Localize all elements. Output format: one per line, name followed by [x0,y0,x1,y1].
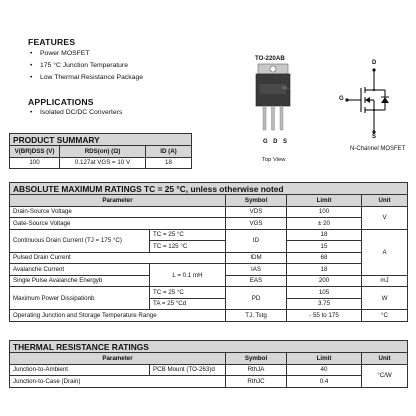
symbol-cell: EAS [226,275,287,287]
symbol-cell: RthJA [226,364,287,376]
unit-cell: A [362,229,408,275]
limit-cell: 40 [287,364,362,376]
table-row [10,376,408,388]
product-summary-table [9,133,192,169]
unit-cell: W [362,287,408,310]
limit-cell: 68 [287,252,362,264]
header-cell: Parameter [10,353,226,365]
limit-cell: 18 [287,229,362,241]
param-cell: Pulsed Drain Current [10,252,226,264]
limit-cell: ± 20 [287,218,362,230]
lead-gate [263,106,266,130]
gate-label: G [339,96,344,102]
limit-cell: 18 [287,264,362,276]
table-row [10,287,408,299]
thermal-resistance-table [9,340,408,388]
cond-cell: PCB Mount (TO-263)d [150,364,226,376]
limit-cell: 0.4 [287,376,362,388]
package-view-caption: Top View [262,157,286,163]
table-row [10,264,408,276]
param-cell: Continuous Drain Current (TJ = 175 °C) [10,229,150,252]
features-title: FEATURES [28,37,76,47]
table-row [10,218,408,230]
lead-drain [272,106,275,130]
schematic-caption: N-Channel MOSFET [350,146,406,152]
header-cell: Limit [287,195,362,207]
source-label: S [372,134,377,140]
limit-cell: 200 [287,275,362,287]
list-item: • Isolated DC/DC Converters [30,107,122,119]
param-cell: Junction-to-Case (Drain) [10,376,226,388]
unit-cell: mJ [362,275,408,287]
param-cell: Avalanche Current [10,264,150,276]
table-row [10,206,408,218]
limit-cell: - 55 to 175 [287,310,362,322]
param-cell: Operating Junction and Storage Temperature Range [10,310,226,322]
symbol-cell: PD [226,287,287,310]
package-body-marking: S0... [282,85,291,90]
unit-cell: V [362,206,408,229]
to220-package-drawing [248,62,298,162]
param-cell: Gate-Source Voltage [10,218,226,230]
thermal-title: THERMAL RESISTANCE RATINGS [10,341,408,353]
applications-title: APPLICATIONS [28,97,94,107]
absolute-max-ratings-table [9,182,408,322]
package-name: TO-220AB [255,55,285,62]
symbol-cell: ID [226,229,287,252]
lead-source [280,106,283,130]
cond-cell: TC = 25 °C [150,287,226,299]
product-summary-title: PRODUCT SUMMARY [10,134,192,146]
table-row [10,229,408,241]
pin-label: G [263,139,274,145]
header-cell: RDS(on) (Ω) [60,146,146,158]
header-cell: Unit [362,353,408,365]
cond-cell: L = 0.1 mH [150,264,226,287]
symbol-cell: VDS [226,206,287,218]
param-cell: Single Pulse Avalanche Energyb [10,275,150,287]
applications-list [30,107,122,119]
features-list [30,48,143,83]
symbol-cell: RthJC [226,376,287,388]
cond-cell: TA = 25 °Cd [150,298,226,310]
symbol-cell: IDM [226,252,287,264]
table-row [10,364,408,376]
symbol-cell: VGS [226,218,287,230]
header-cell: ID (A) [146,146,192,158]
unit-cell: °C [362,310,408,322]
header-cell: Unit [362,195,408,207]
mounting-hole [270,66,276,72]
abs-max-title: ABSOLUTE MAXIMUM RATINGS TC = 25 °C, unless otherwise noted [10,183,408,195]
header-cell: Parameter [10,195,226,207]
table-cell: 100 [10,157,60,169]
limit-cell: 15 [287,241,362,253]
list-item: • Low Thermal Resistance Package [30,72,143,84]
cond-cell: TC = 25 °C [150,229,226,241]
package-pin-labels [263,139,293,145]
header-cell: V(BR)DSS (V) [10,146,60,158]
symbol-cell: TJ, Tstg [226,310,287,322]
param-cell: Drain-Source Voltage [10,206,226,218]
table-cell: 18 [146,157,192,169]
header-cell: Symbol [226,195,287,207]
pin-label: D [273,139,284,145]
symbol-cell: IAS [226,264,287,276]
drain-label: D [372,60,377,66]
list-item: • 175 °C Junction Temperature [30,60,143,72]
unit-cell: °C/W [362,364,408,387]
pin-label: S [283,139,293,145]
table-row [10,310,408,322]
header-cell: Symbol [226,353,287,365]
param-cell: Junction-to-Ambient [10,364,150,376]
limit-cell: 3.75 [287,298,362,310]
limit-cell: 100 [287,206,362,218]
limit-cell: 105 [287,287,362,299]
header-cell: Limit [287,353,362,365]
table-row [10,252,408,264]
list-item: • Power MOSFET [30,48,143,60]
param-cell: Maximum Power Dissipationb [10,287,150,310]
table-cell: 0.127at VGS = 10 V [60,157,146,169]
cond-cell: TC = 125 °C [150,241,226,253]
